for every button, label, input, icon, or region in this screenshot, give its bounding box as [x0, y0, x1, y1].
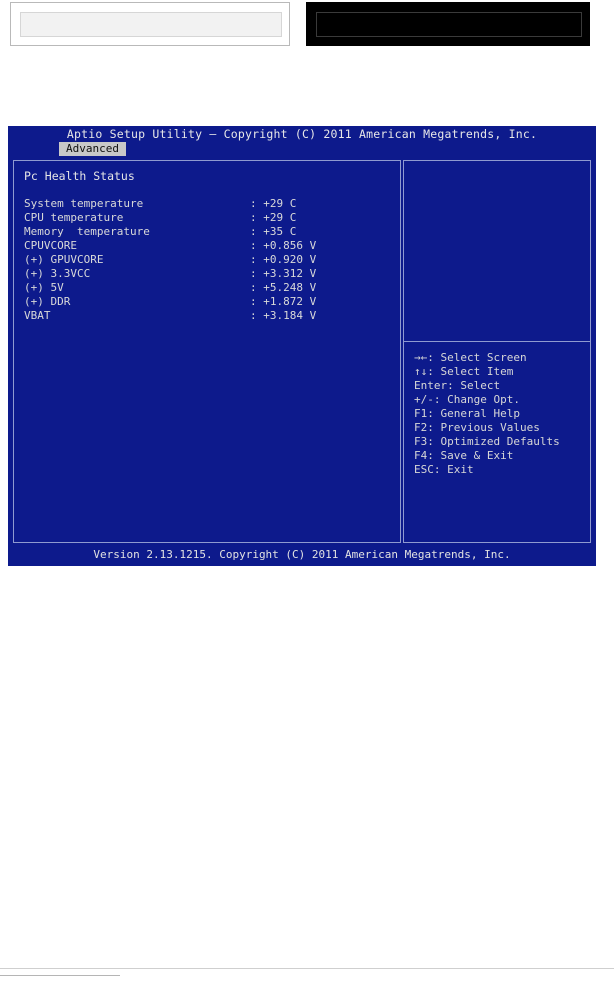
tab-advanced[interactable]: Advanced — [59, 142, 126, 156]
reading-value: : +5.248 V — [250, 281, 317, 294]
page-divider — [0, 968, 614, 969]
bios-menubar — [9, 142, 595, 156]
reading-label: (+) DDR — [24, 295, 71, 308]
help-item: +/-: Change Opt. — [414, 393, 520, 406]
reading-row — [24, 267, 400, 281]
help-item: F3: Optimized Defaults — [414, 435, 560, 448]
right-panel — [306, 2, 590, 46]
reading-row — [24, 197, 400, 211]
reading-label: CPU temperature — [24, 211, 124, 224]
help-key-list — [414, 351, 586, 477]
reading-label: (+) GPUVCORE — [24, 253, 104, 266]
reading-value: : +29 C — [250, 211, 297, 224]
bios-body — [13, 160, 591, 543]
reading-row — [24, 295, 400, 309]
help-divider — [404, 341, 590, 342]
settings-pane — [13, 160, 401, 543]
help-pane — [403, 160, 591, 543]
reading-value: : +29 C — [250, 197, 297, 210]
reading-label: Memory temperature — [24, 225, 150, 238]
reading-label: CPUVCORE — [24, 239, 77, 252]
reading-value: : +3.312 V — [250, 267, 317, 280]
reading-label: (+) 5V — [24, 281, 64, 294]
reading-label: (+) 3.3VCC — [24, 267, 91, 280]
page-divider-short — [0, 975, 120, 976]
reading-value: : +3.184 V — [250, 309, 317, 322]
help-item: Enter: Select — [414, 379, 501, 392]
bios-title: Aptio Setup Utility – Copyright (C) 2011 American Megatrends, Inc. — [9, 127, 595, 142]
reading-row — [24, 211, 400, 225]
left-panel — [10, 2, 290, 46]
reading-label: VBAT — [24, 309, 51, 322]
right-input-field[interactable] — [316, 12, 582, 37]
left-input-field[interactable] — [20, 12, 282, 37]
reading-row — [24, 281, 400, 295]
help-item: ESC: Exit — [414, 463, 474, 476]
reading-row — [24, 239, 400, 253]
help-item: F4: Save & Exit — [414, 449, 514, 462]
reading-value: : +1.872 V — [250, 295, 317, 308]
help-item: F1: General Help — [414, 407, 520, 420]
bios-window — [8, 126, 596, 566]
reading-row — [24, 309, 400, 323]
help-item: F2: Previous Values — [414, 421, 540, 434]
reading-row — [24, 225, 400, 239]
reading-value: : +0.920 V — [250, 253, 317, 266]
reading-value: : +35 C — [250, 225, 297, 238]
help-item: →←: Select Screen — [414, 351, 527, 364]
bios-footer: Version 2.13.1215. Copyright (C) 2011 American Megatrends, Inc. — [9, 544, 595, 565]
reading-label: System temperature — [24, 197, 144, 210]
reading-value: : +0.856 V — [250, 239, 317, 252]
help-item: ↑↓: Select Item — [414, 365, 514, 378]
top-strip — [10, 2, 590, 48]
section-title: Pc Health Status — [24, 169, 135, 183]
reading-row — [24, 253, 400, 267]
